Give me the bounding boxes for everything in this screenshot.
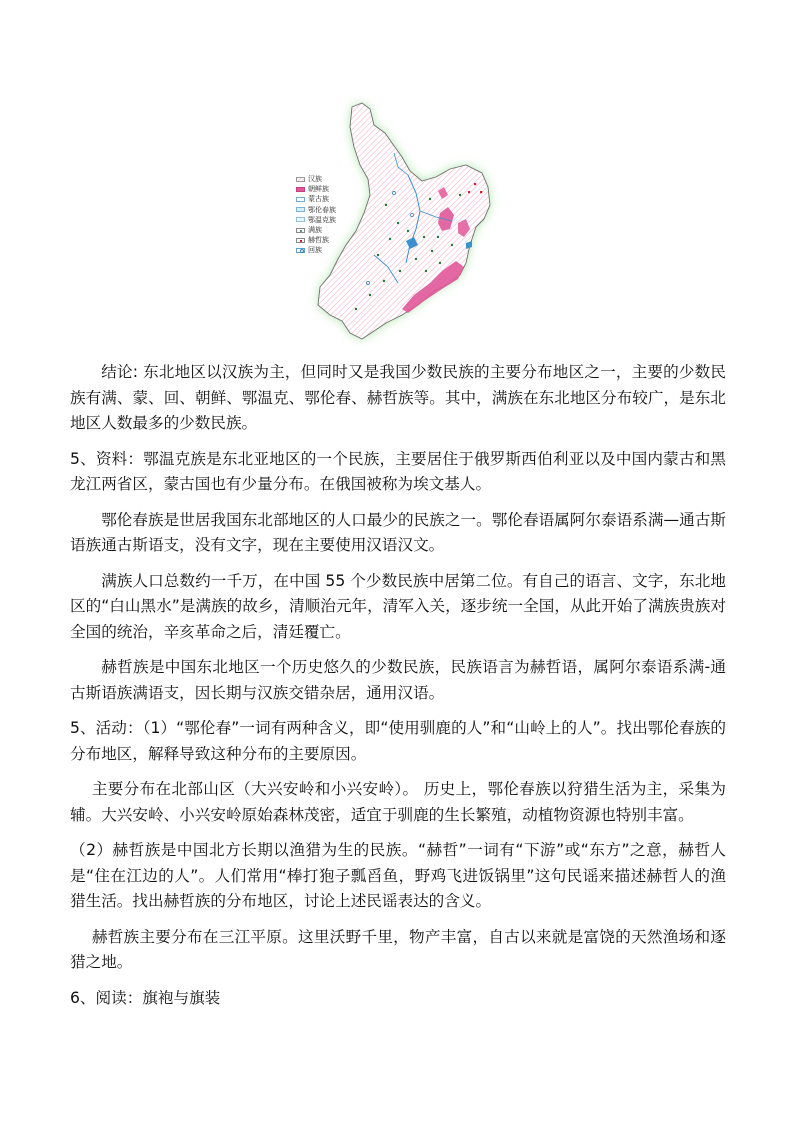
legend-label: 回族 — [308, 246, 322, 255]
menggu-swatch — [296, 197, 305, 202]
map-legend — [296, 174, 336, 256]
activity-question-1: 5、活动：（1）“鄂伦春”一词有两种含义，即“使用驯鹿的人”和“山岭上的人”。找出鄂伦春族的分布地区，解释导致这种分布的主要原因。 — [70, 719, 726, 763]
section-5-material-ewenke: 5、资料：鄂温克族是东北亚地区的一个民族，主要居住于俄罗斯西伯利亚以及中国内蒙古和黑龙江两省区，蒙古国也有少量分布。在俄国被称为埃文基人。 — [70, 449, 726, 493]
legend-item-man — [296, 225, 336, 235]
manchu-paragraph: 满族人口总数约一千万，在中国 55 个少数民族中居第二位。有自己的语言、文字，东北地区的“白山黑水”是满族的故乡，清顺治元年，清军入关，逐步统一全国，从此开始了满族贵族对全国的统治，辛亥革命之后，清廷覆亡。 — [70, 571, 726, 641]
activity-answer-2: 赫哲族主要分布在三江平原。这里沃野千里，物产丰富，自古以来就是富饶的天然渔场和逐猎之地。 — [70, 927, 726, 971]
hui-swatch — [296, 248, 305, 253]
conclusion-paragraph: 结论: 东北地区以汉族为主，但同时又是我国少数民族的主要分布地区之一，主要的少数民族有满、蒙、回、朝鲜、鄂温克、鄂伦春、赫哲族等。其中，满族在东北地区分布较广，是东北地区人数最多的少数民族。 — [70, 363, 726, 432]
legend-label: 满族 — [308, 225, 322, 234]
legend-label: 朝鲜族 — [308, 185, 329, 194]
legend-label: 汉族 — [308, 175, 322, 183]
body-text — [70, 360, 726, 1021]
legend-label: 鄂伦春族 — [308, 205, 336, 214]
legend-label: 赫哲族 — [308, 236, 329, 245]
legend-item-menggu — [296, 194, 336, 204]
legend-item-elunchun — [296, 205, 336, 215]
han-swatch — [296, 177, 305, 182]
activity-answer-1: 主要分布在北部山区（大兴安岭和小兴安岭）。 历史上，鄂伦春族以狩猎生活为主，采集为辅。大兴安岭、小兴安岭原始森林茂密，适宜于驯鹿的生长繁殖，动植物资源也特别丰富。 — [70, 780, 726, 824]
section-6-reading-title: 6、阅读：旗袍与旗装 — [70, 988, 221, 1007]
chaoxian-swatch — [296, 187, 305, 192]
ewenke-swatch — [296, 217, 305, 222]
hezhe-swatch — [296, 238, 305, 243]
legend-item-hui — [296, 245, 336, 255]
hezhe-paragraph: 赫哲族是中国东北地区一个历史悠久的少数民族，民族语言为赫哲语，属阿尔泰语系满-通古斯语族满语支，因长期与汉族交错杂居，通用汉语。 — [70, 658, 726, 702]
legend-label: 蒙古族 — [308, 195, 329, 204]
elunchun-paragraph: 鄂伦春族是世居我国东北部地区的人口最少的民族之一。鄂伦春语属阿尔泰语系满—通古斯语族通古斯语支，没有文字，现在主要使用汉语汉文。 — [70, 510, 726, 554]
legend-item-chaoxian — [296, 184, 336, 194]
elunchun-swatch — [296, 207, 305, 212]
man-swatch — [296, 228, 305, 233]
legend-item-han — [296, 174, 336, 184]
activity-question-2: （2）赫哲族是中国北方长期以渔猎为生的民族。“赫哲”一词有“下游”或“东方”之意，赫哲人是“住在江边的人”。人们常用“棒打狍子瓢舀鱼，野鸡飞进饭锅里”这句民谣来描述赫哲人的渔猎生活。找出赫哲族的分布地区，讨论上述民谣表达的含义。 — [70, 841, 726, 910]
legend-item-ewenke — [296, 215, 336, 225]
legend-item-hezhe — [296, 235, 336, 245]
legend-label: 鄂温克族 — [308, 215, 336, 224]
